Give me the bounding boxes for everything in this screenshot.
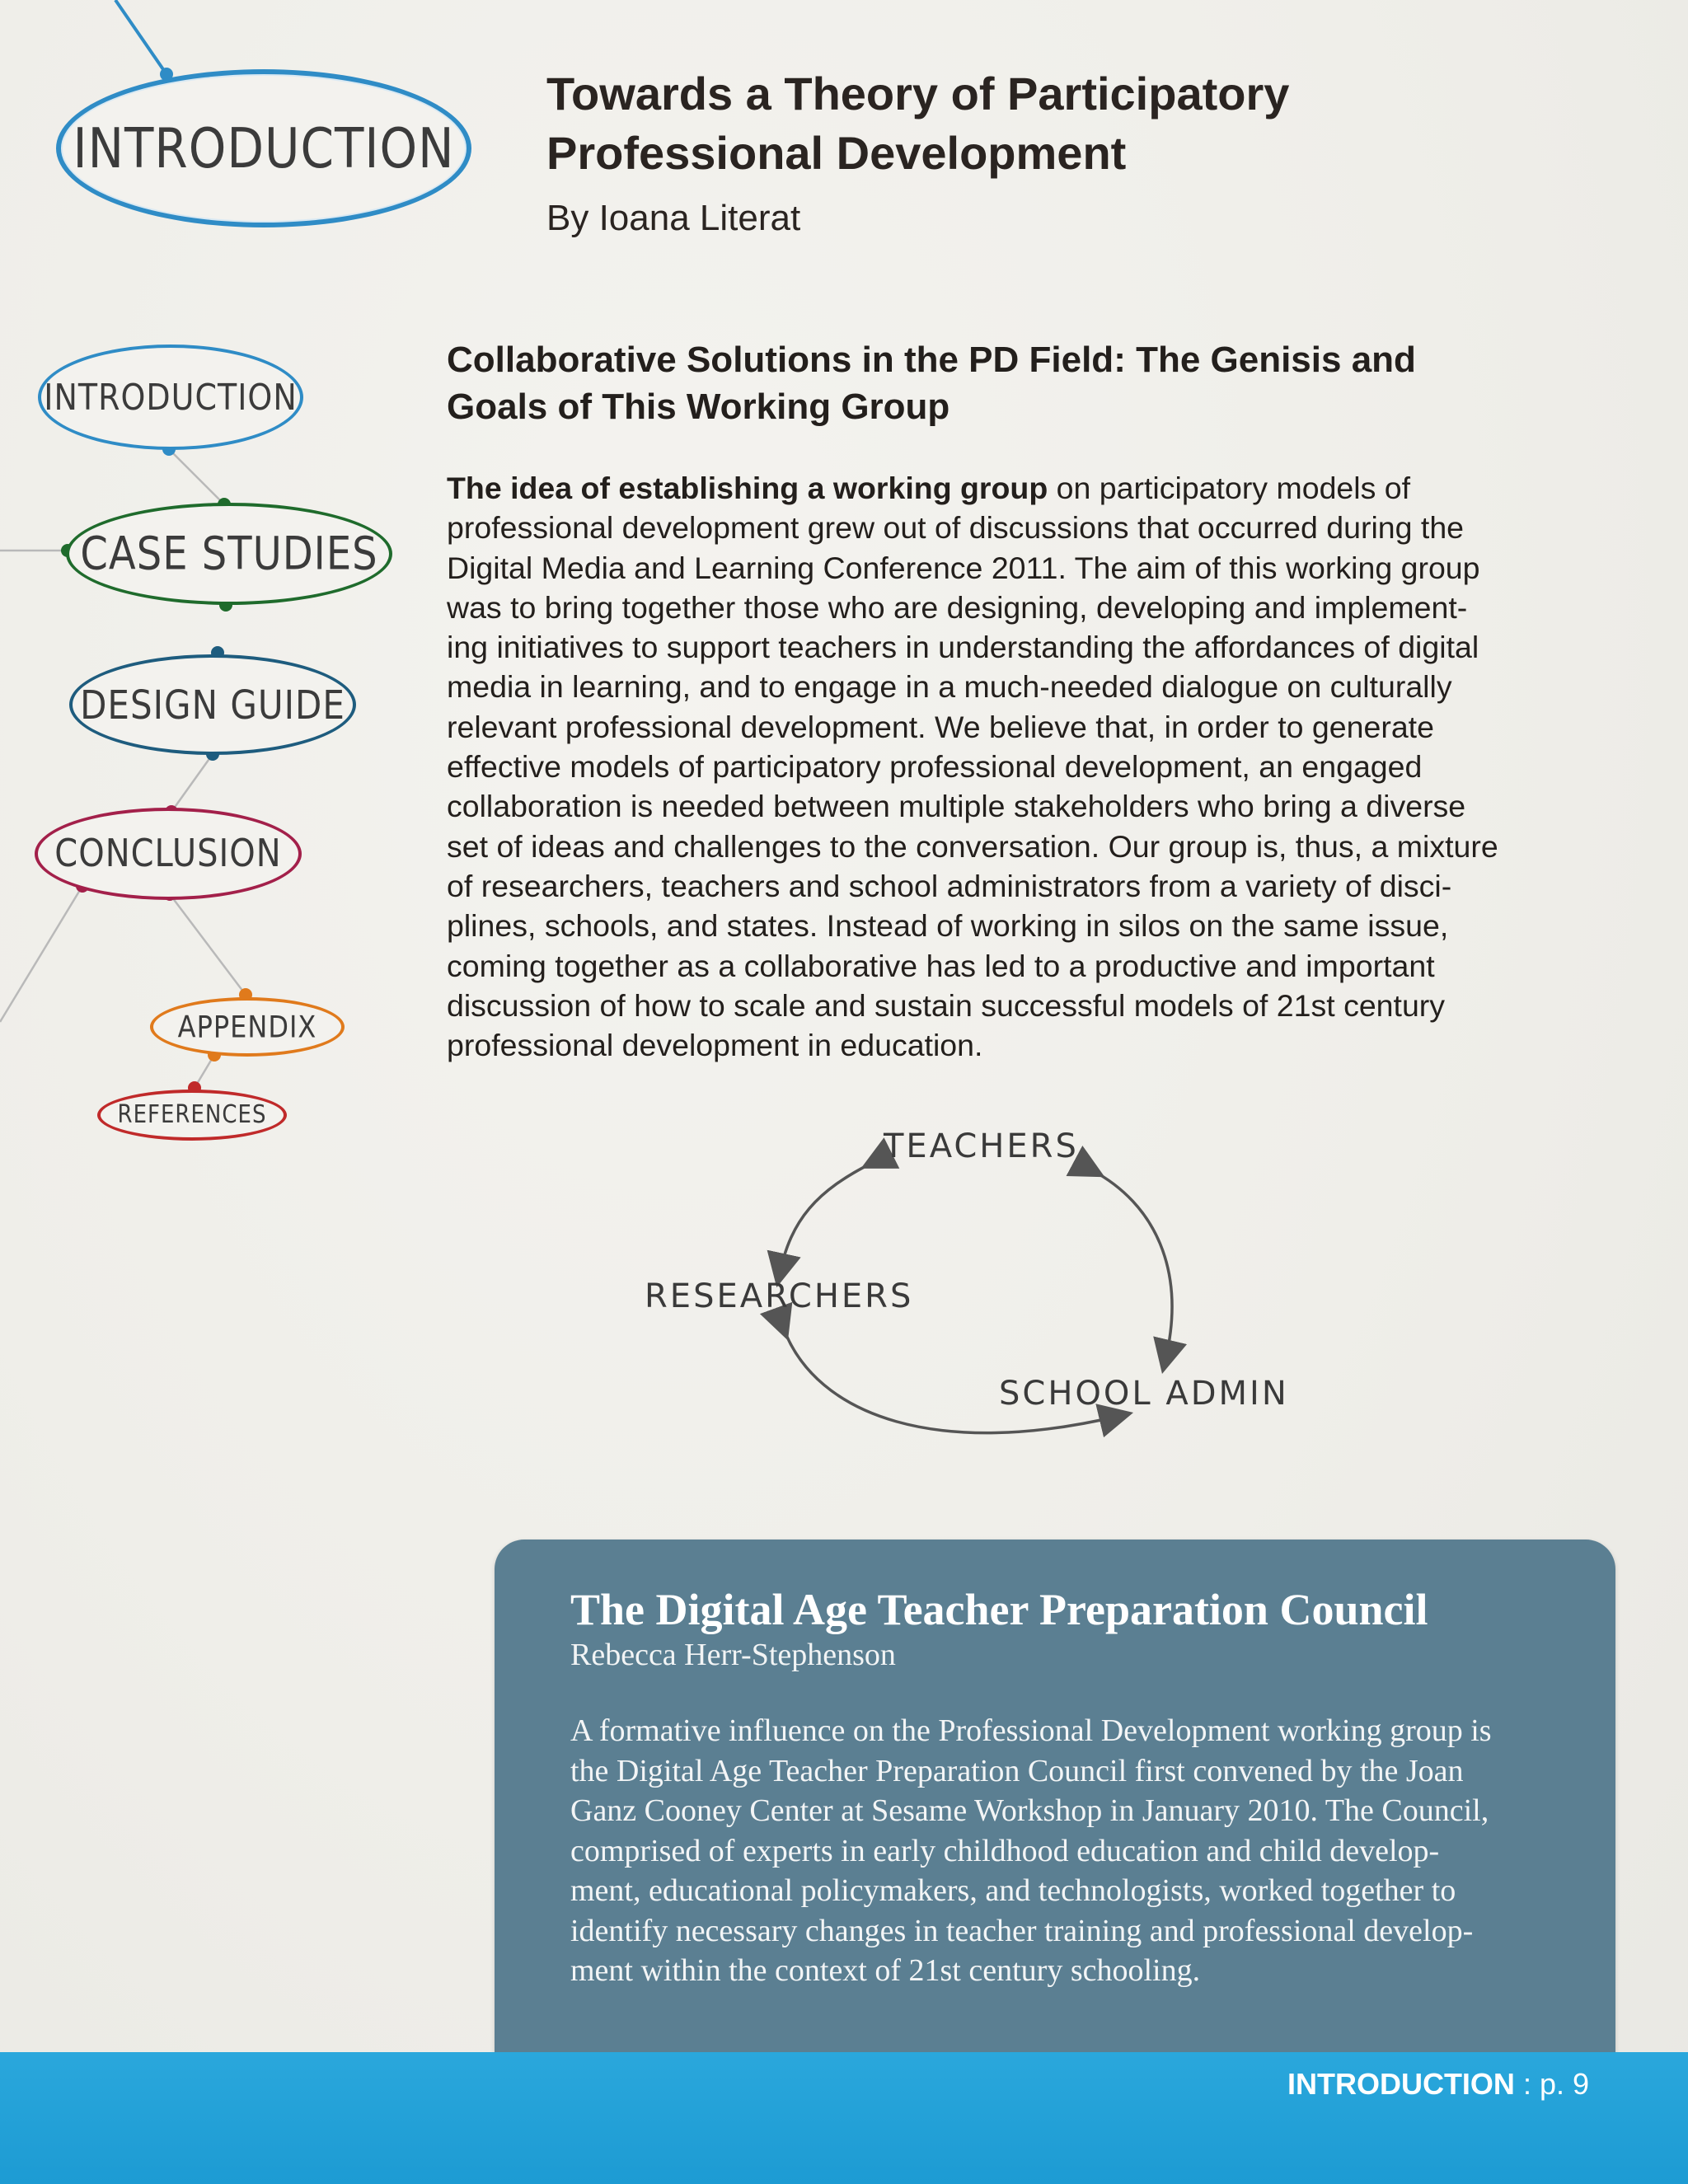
paragraph-line: professional development grew out of discussions that occurred during the	[447, 510, 1465, 546]
callout-line: ment, educational policymakers, and technologists, worked together to	[570, 1873, 1456, 1908]
callout-line: Ganz Cooney Center at Sesame Workshop in January 2010. The Council,	[570, 1793, 1489, 1828]
nav-item-references[interactable]	[97, 1090, 287, 1141]
paragraph-line: relevant professional development. We believe that, in order to generate	[447, 709, 1434, 744]
nav-item-label: DESIGN GUIDE	[80, 681, 345, 729]
page-indicator	[1287, 2067, 1589, 2102]
nav-item-introduction[interactable]	[38, 344, 303, 450]
paragraph-line-text: on participatory models of	[1048, 471, 1411, 505]
footer-section: INTRODUCTION	[1287, 2067, 1515, 2101]
section-heading-line: Goals of This Working Group	[447, 387, 950, 427]
page-number: p. 9	[1539, 2067, 1589, 2101]
callout-author: Rebecca Herr-Stephenson	[570, 1638, 896, 1672]
paragraph-line: plines, schools, and states. Instead of working in silos on the same issue,	[447, 908, 1449, 944]
node-teachers: TEACHERS	[884, 1127, 1079, 1165]
nav-item-label: INTRODUCTION	[44, 376, 298, 419]
current-section-badge	[56, 69, 471, 227]
node-school-admin: SCHOOL ADMIN	[999, 1375, 1289, 1413]
footer-separator: :	[1514, 2067, 1540, 2101]
nav-item-label: CONCLUSION	[54, 832, 282, 876]
callout-line: A formative influence on the Professional Development working group is	[570, 1713, 1492, 1748]
section-heading-line: Collaborative Solutions in the PD Field: The Genisis and	[447, 340, 1416, 380]
article-title-line: Professional Development	[546, 127, 1127, 179]
byline: By Ioana Literat	[546, 198, 801, 238]
node-researchers: RESEARCHERS	[645, 1277, 914, 1315]
paragraph-line: collaboration is needed between multiple stakeholders who bring a diverse	[447, 789, 1466, 824]
paragraph-line: ing initiatives to support teachers in understanding the affordances of digital	[447, 630, 1479, 665]
paragraph-line: media in learning, and to engage in a much-needed dialogue on culturally	[447, 669, 1452, 705]
nav-item-design-guide[interactable]	[69, 654, 356, 755]
paragraph-line: of researchers, teachers and school administrators from a variety of disci-	[447, 868, 1452, 903]
section-heading	[447, 336, 1559, 430]
callout-body	[570, 1711, 1503, 1991]
arrow-teachers-admin	[1092, 1170, 1172, 1360]
paragraph-line: Digital Media and Learning Conference 2011. The aim of this working group	[447, 550, 1480, 585]
arrow-teachers-researchers	[780, 1162, 874, 1273]
callout-line: ment within the context of 21st century schooling.	[570, 1953, 1201, 1988]
paragraph-line: effective models of participatory professional development, an engaged	[447, 749, 1423, 785]
callout-line: comprised of experts in early childhood education and child develop-	[570, 1833, 1440, 1868]
article-title	[546, 64, 1618, 183]
nav-item-conclusion[interactable]	[35, 808, 302, 900]
nav-item-label: APPENDIX	[177, 1009, 317, 1045]
collaboration-cycle-diagram	[626, 1113, 1289, 1475]
nav-item-label: REFERENCES	[117, 1100, 267, 1130]
paragraph-line: was to bring together those who are designing, developing and implement-	[447, 589, 1468, 625]
paragraph-line: professional development in education.	[447, 1028, 983, 1063]
current-section-label: INTRODUCTION	[73, 115, 455, 181]
callout-title: The Digital Age Teacher Preparation Council	[570, 1585, 1428, 1634]
nav-item-appendix[interactable]	[150, 997, 345, 1057]
paragraph-line	[447, 468, 1584, 508]
paragraph-line: set of ideas and challenges to the conversation. Our group is, thus, a mixture	[447, 828, 1498, 864]
body-paragraph	[447, 468, 1584, 1065]
callout-line: identify necessary changes in teacher training and professional develop-	[570, 1913, 1474, 1948]
footer-bar	[0, 2052, 1688, 2184]
lead-bold-text: The idea of establishing a working group	[447, 471, 1048, 505]
nav-item-label: CASE STUDIES	[80, 527, 378, 581]
paragraph-line: discussion of how to scale and sustain successful models of 21st century	[447, 987, 1446, 1023]
article-title-line: Towards a Theory of Participatory	[546, 68, 1290, 120]
nav-item-case-studies[interactable]	[66, 503, 392, 605]
paragraph-line: coming together as a collaborative has led to a productive and important	[447, 948, 1435, 983]
callout-line: the Digital Age Teacher Preparation Council first convened by the Joan	[570, 1753, 1464, 1788]
